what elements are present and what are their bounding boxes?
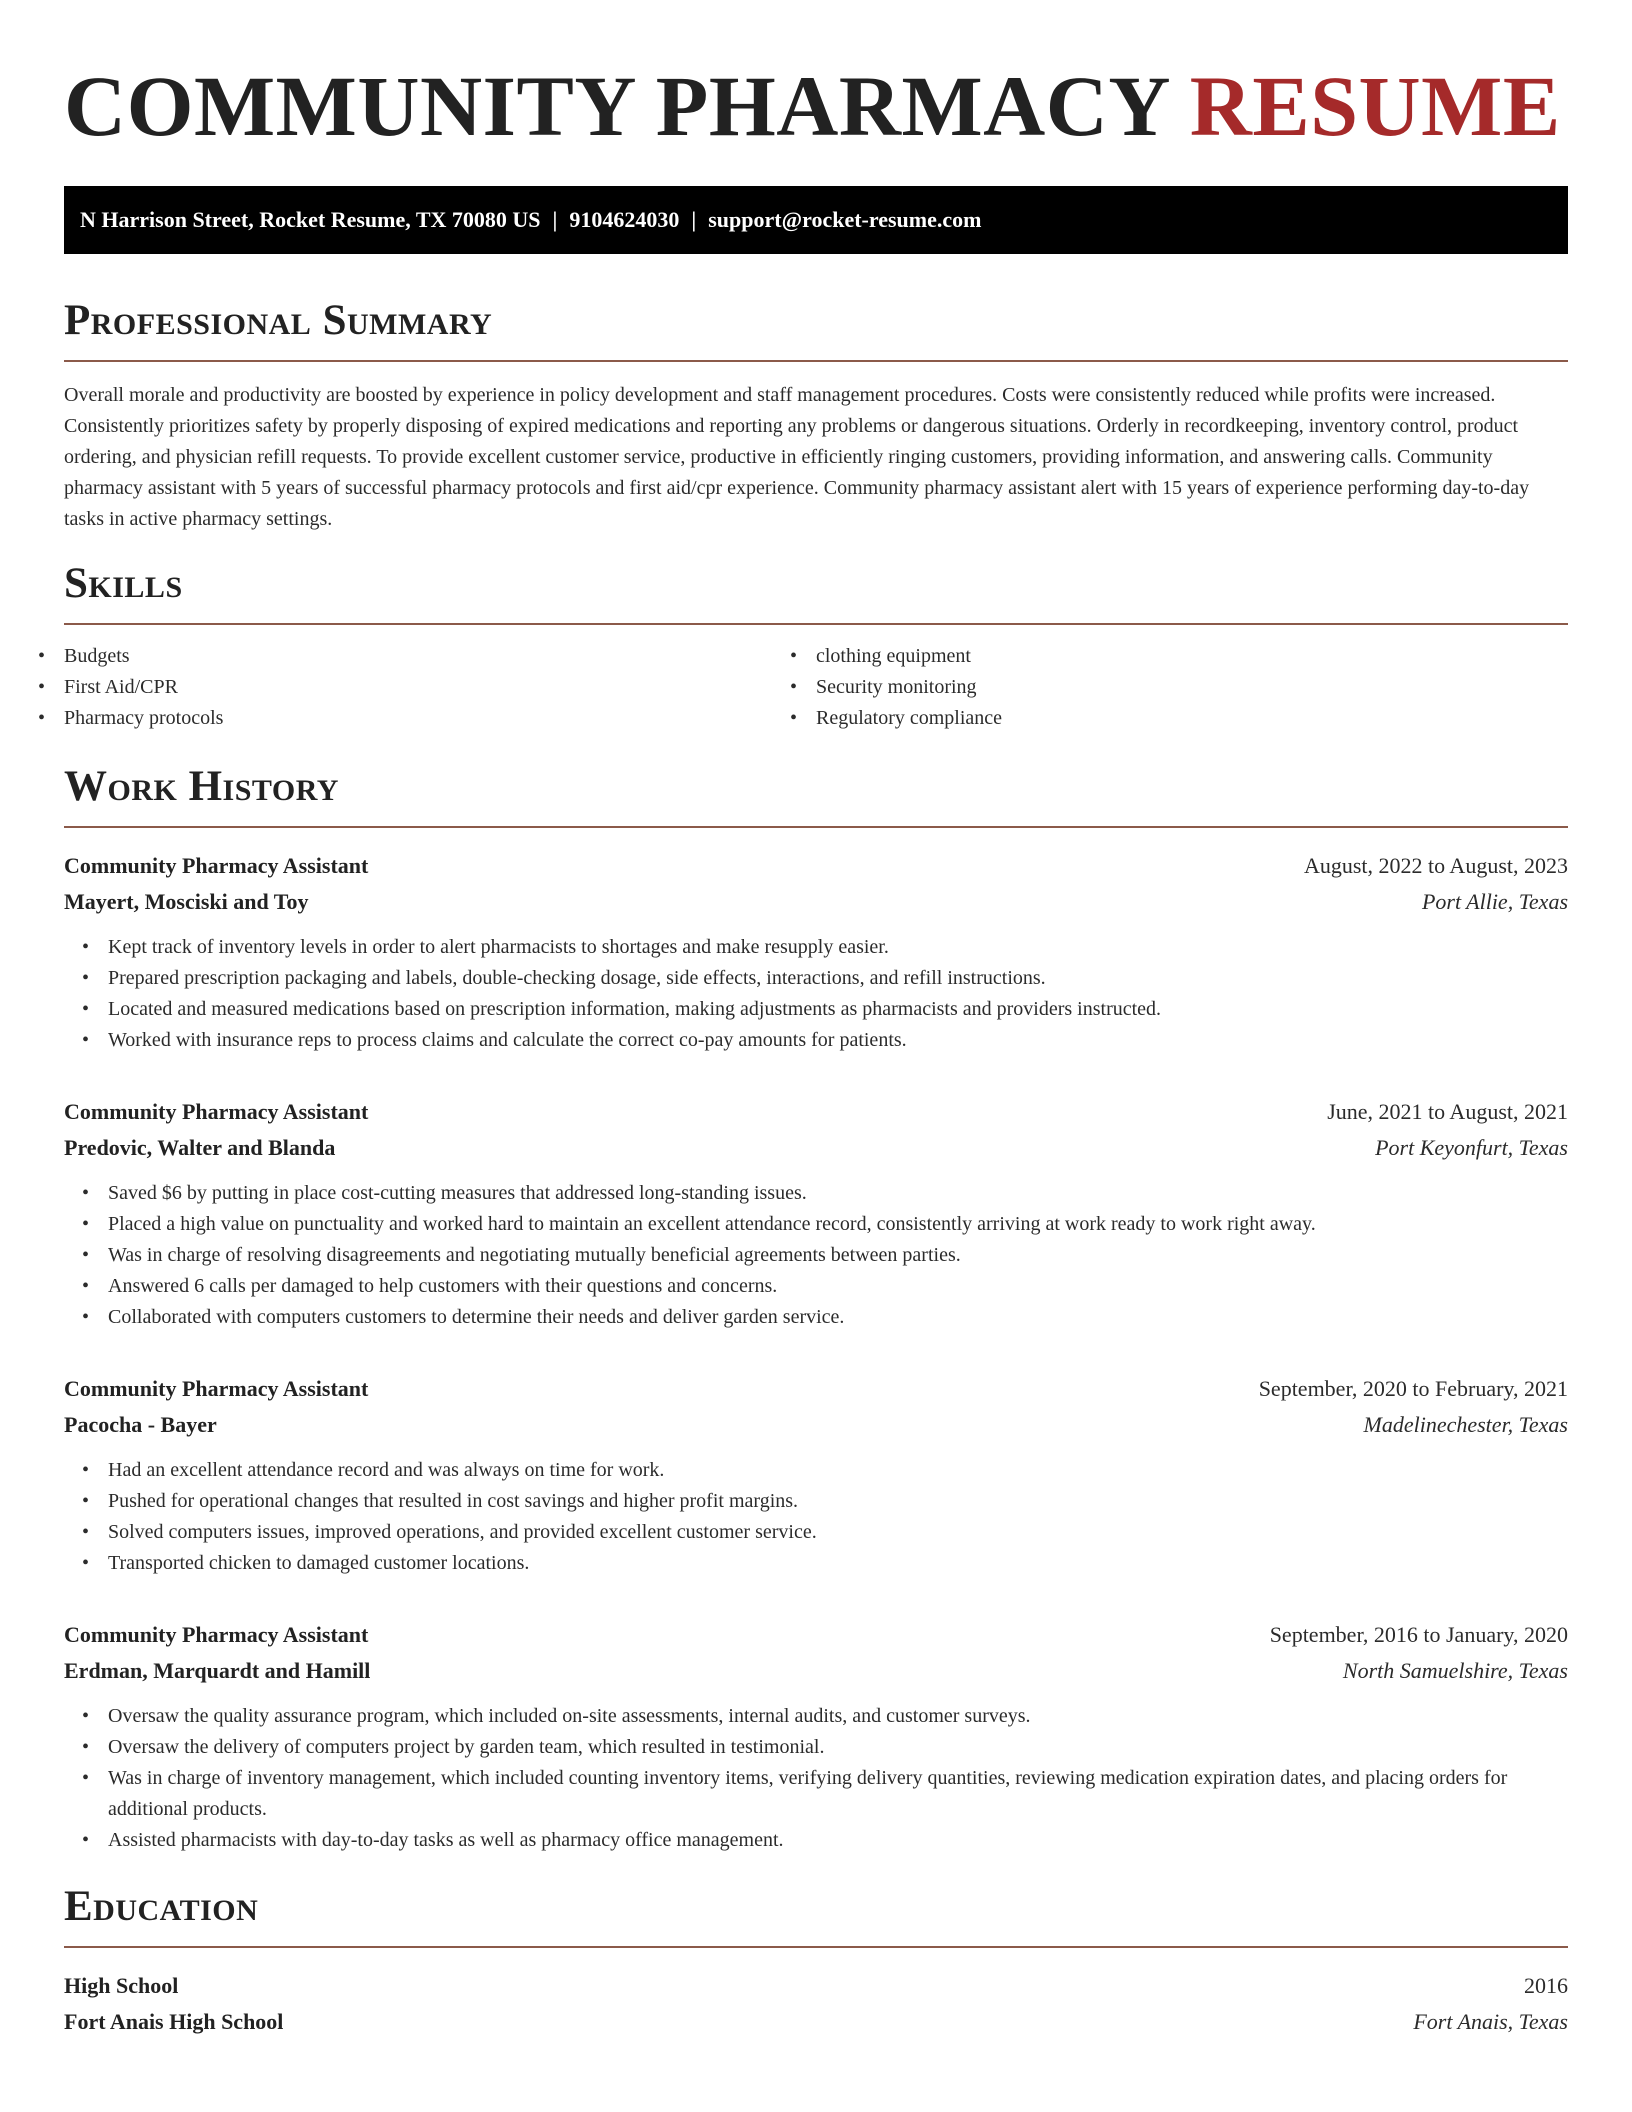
title-accent: RESUME bbox=[1189, 58, 1561, 154]
contact-separator: | bbox=[691, 207, 697, 232]
section-divider bbox=[64, 826, 1568, 828]
job-entry bbox=[64, 848, 1568, 1056]
skill-item: • clothing equipment bbox=[816, 641, 1568, 672]
job-bullet: • Solved computers issues, improved operations, and provided excellent customer service. bbox=[108, 1517, 1568, 1548]
job-location: Madelinechester, Texas bbox=[1363, 1412, 1568, 1437]
job-bullet: • Pushed for operational changes that resulted in cost savings and higher profit margins. bbox=[108, 1486, 1568, 1517]
job-bullet: • Transported chicken to damaged customer locations. bbox=[108, 1548, 1568, 1579]
job-bullet: • Answered 6 calls per damaged to help customers with their questions and concerns. bbox=[108, 1271, 1568, 1302]
education-year: 2016 bbox=[1524, 1973, 1568, 1998]
job-bullet: • Oversaw the quality assurance program, which included on-site assessments, internal audits, and customer surveys. bbox=[108, 1701, 1568, 1732]
job-title: Community Pharmacy Assistant bbox=[64, 1099, 369, 1124]
job-company-row bbox=[64, 884, 1568, 920]
contact-email[interactable]: support@rocket-resume.com bbox=[708, 207, 982, 232]
job-bullet: • Prepared prescription packaging and labels, double-checking dosage, side effects, interactions, and refill instructions. bbox=[108, 963, 1568, 994]
job-company-row bbox=[64, 1407, 1568, 1443]
education-section bbox=[64, 1882, 1568, 2040]
job-header-row bbox=[64, 1617, 1568, 1653]
job-company: Predovic, Walter and Blanda bbox=[64, 1135, 336, 1160]
job-bullet-list bbox=[64, 932, 1568, 1056]
job-title: Community Pharmacy Assistant bbox=[64, 1376, 369, 1401]
contact-bar bbox=[64, 186, 1568, 254]
title-main: COMMUNITY PHARMACY bbox=[64, 58, 1168, 154]
job-bullet: • Assisted pharmacists with day-to-day tasks as well as pharmacy office management. bbox=[108, 1825, 1568, 1856]
section-divider bbox=[64, 623, 1568, 625]
section-heading-work-history: Work History bbox=[64, 763, 339, 810]
skill-item: • Pharmacy protocols bbox=[64, 703, 816, 734]
section-heading-skills: Skills bbox=[64, 560, 183, 607]
skills-grid bbox=[64, 641, 1568, 734]
section-heading-summary: Professional Summary bbox=[64, 297, 493, 344]
education-school-row bbox=[64, 2004, 1568, 2040]
job-dates: September, 2020 to February, 2021 bbox=[1258, 1376, 1568, 1401]
job-location: North Samuelshire, Texas bbox=[1342, 1658, 1568, 1683]
job-dates: June, 2021 to August, 2021 bbox=[1327, 1099, 1568, 1124]
education-location: Fort Anais, Texas bbox=[1413, 2009, 1568, 2034]
job-entry bbox=[64, 1094, 1568, 1333]
professional-summary-section bbox=[64, 296, 1568, 535]
skills-section bbox=[64, 559, 1568, 734]
section-divider bbox=[64, 1946, 1568, 1948]
job-bullet-list bbox=[64, 1455, 1568, 1579]
job-bullet: • Placed a high value on punctuality and worked hard to maintain an excellent attendance record, consistently arriving at work ready to work right away. bbox=[108, 1209, 1568, 1240]
summary-text: Overall morale and productivity are boosted by experience in policy development and staff management procedures. Costs were consistently reduced while profits were increased. Consistently prioritizes safety by properly disposing of expired medications and reporting any problems or dangerous situations. Orderly in recordkeeping, inventory control, product ordering, and physician refill requests. To provide excellent customer service, productive in efficiently ringing customers, providing information, and answering calls. Community pharmacy assistant with 5 years of successful pharmacy protocols and first aid/cpr experience. Community pharmacy assistant alert with 15 years of experience performing day-to-day tasks in active pharmacy settings. bbox=[64, 384, 1530, 530]
job-company-row bbox=[64, 1653, 1568, 1689]
education-header-row bbox=[64, 1968, 1568, 2004]
job-bullet-list bbox=[64, 1178, 1568, 1333]
job-bullet: • Oversaw the delivery of computers project by garden team, which resulted in testimonial. bbox=[108, 1732, 1568, 1763]
job-bullet: • Worked with insurance reps to process claims and calculate the correct co-pay amounts for patients. bbox=[108, 1025, 1568, 1056]
job-bullet: • Collaborated with computers customers to determine their needs and deliver garden service. bbox=[108, 1302, 1568, 1333]
job-bullet: • Had an excellent attendance record and was always on time for work. bbox=[108, 1455, 1568, 1486]
education-school: Fort Anais High School bbox=[64, 2009, 284, 2034]
section-heading-education: Education bbox=[64, 1883, 259, 1930]
job-title: Community Pharmacy Assistant bbox=[64, 1622, 369, 1647]
skill-item: • Security monitoring bbox=[816, 672, 1568, 703]
job-bullet: • Kept track of inventory levels in order to alert pharmacists to shortages and make resupply easier. bbox=[108, 932, 1568, 963]
contact-separator: | bbox=[552, 207, 558, 232]
contact-phone[interactable]: 9104624030 bbox=[569, 207, 680, 232]
job-header-row bbox=[64, 1371, 1568, 1407]
job-bullet: • Located and measured medications based on prescription information, making adjustments as pharmacists and providers instructed. bbox=[108, 994, 1568, 1025]
resume-title bbox=[64, 56, 1568, 156]
job-bullet: • Was in charge of resolving disagreements and negotiating mutually beneficial agreements between parties. bbox=[108, 1240, 1568, 1271]
section-divider bbox=[64, 360, 1568, 362]
education-entry bbox=[64, 1968, 1568, 2040]
skills-list-left bbox=[64, 641, 816, 734]
job-header-row bbox=[64, 1094, 1568, 1130]
skill-item: • Budgets bbox=[64, 641, 816, 672]
job-bullet-list bbox=[64, 1701, 1568, 1856]
job-title: Community Pharmacy Assistant bbox=[64, 853, 369, 878]
job-bullet: • Saved $6 by putting in place cost-cutting measures that addressed long-standing issues. bbox=[108, 1178, 1568, 1209]
skill-item: • Regulatory compliance bbox=[816, 703, 1568, 734]
education-degree: High School bbox=[64, 1973, 179, 1998]
skill-item: • First Aid/CPR bbox=[64, 672, 816, 703]
work-history-section bbox=[64, 762, 1568, 1856]
job-bullet: • Was in charge of inventory management, which included counting inventory items, verifying delivery quantities, reviewing medication expiration dates, and placing orders for additional products. bbox=[108, 1763, 1568, 1825]
job-entry bbox=[64, 1371, 1568, 1579]
job-company-row bbox=[64, 1130, 1568, 1166]
job-location: Port Keyonfurt, Texas bbox=[1375, 1135, 1568, 1160]
job-dates: August, 2022 to August, 2023 bbox=[1303, 853, 1568, 878]
contact-address: N Harrison Street, Rocket Resume, TX 70080 US bbox=[80, 207, 541, 232]
job-company: Pacocha - Bayer bbox=[64, 1412, 217, 1437]
job-header-row bbox=[64, 848, 1568, 884]
job-entry bbox=[64, 1617, 1568, 1856]
job-dates: September, 2016 to January, 2020 bbox=[1269, 1622, 1568, 1647]
job-location: Port Allie, Texas bbox=[1421, 889, 1568, 914]
skills-list-right bbox=[816, 641, 1568, 734]
job-company: Erdman, Marquardt and Hamill bbox=[64, 1658, 371, 1683]
job-company: Mayert, Mosciski and Toy bbox=[64, 889, 309, 914]
